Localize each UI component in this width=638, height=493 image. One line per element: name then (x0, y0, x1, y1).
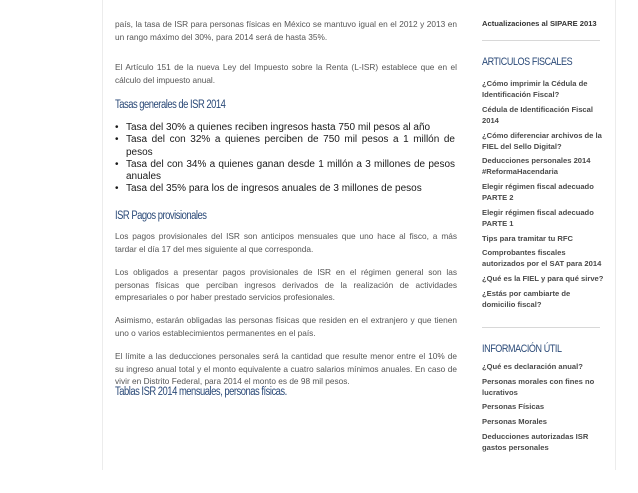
bullet-icon: • (115, 134, 119, 146)
sidebar-link[interactable]: Tips para tramitar tu RFC (482, 233, 574, 243)
sidebar-title-articulos: ARTICULOS FISCALES (482, 56, 573, 68)
sidebar-link[interactable]: Elegir régimen fiscal adecuado PARTE 2 (482, 182, 594, 203)
sidebar-link[interactable]: Personas morales con fines no lucrativos (482, 376, 595, 397)
list-item: • Tasa del con 32% a quienes perciben de 750 mil pesos a 1 millón de pesos (115, 134, 455, 158)
sidebar-top (476, 0, 604, 34)
sidebar-link-sipare[interactable]: Actualizaciones al SIPARE 2013 (482, 19, 597, 28)
page-footer-area (102, 470, 616, 493)
sidebar-link[interactable]: ¿Cómo diferenciar archivos de la FIEL del Sello Digital? (482, 130, 602, 151)
list-item: • Tasa del 35% para los de ingresos anuales de 3 millones de pesos (115, 183, 422, 195)
article-paragraph: Los pagos provisionales del ISR son anticipos mensuales que uno hace al fisco, a más tardar el día 17 del mes siguiente al que corresponda. (115, 231, 457, 254)
list-item: • Tasa del con 34% a quienes ganan desde 1 millón a 3 millones de pesos anuales (115, 158, 455, 183)
sidebar-link[interactable]: Cédula de Identificación Fiscal 2014 (482, 104, 593, 125)
articulos-list (482, 78, 604, 314)
article-paragraph: Los obligados a presentar pagos provisionales de ISR en el régimen general son las personas físicas que perciban ingresos derivados de la realización de actividades empresariales o por haber prestado servicios profesionales. (115, 267, 457, 302)
section-heading-tablas: Tablas ISR 2014 mensuales, personas físicas. (115, 386, 287, 398)
sidebar-link[interactable]: Personas Morales (482, 417, 547, 427)
divider (482, 40, 600, 41)
sidebar-link[interactable]: Deducciones autorizadas ISR gastos personales (482, 431, 589, 452)
bullet-icon: • (115, 183, 119, 195)
article-paragraph: país, la tasa de ISR para personas físicas en México se mantuvo igual en el 2012 y 2013 en un rango máximo del 30%, para 2014 será de hasta 35%. (115, 19, 457, 42)
article-paragraph: Asimismo, estarán obligadas las personas físicas que residen en el extranjero y que tienen uno o varios establecimientos permanentes en el país. (115, 315, 457, 338)
bullet-icon: • (115, 158, 119, 170)
sidebar-link[interactable]: ¿Qué es declaración anual? (482, 362, 583, 371)
bullet-icon: • (115, 122, 119, 133)
sidebar-link[interactable]: ¿Qué es la FIEL y para qué sirve? (482, 274, 604, 284)
sidebar-title-info: INFORMACIÓN ÚTIL (482, 343, 562, 355)
divider (482, 327, 600, 328)
section-heading-tasas: Tasas generales de ISR 2014 (115, 99, 226, 111)
sidebar-link[interactable]: Personas Físicas (482, 402, 545, 412)
article-paragraph: El límite a las deducciones personales será la cantidad que resulte menor entre el 10% de su ingreso anual total y el monto equivalente a cuatro salarios mínimos anuales. En caso de vivir en Distrito Federal, para 2014 el monto es de 98 mil pesos. (115, 351, 457, 386)
sidebar-link[interactable]: Elegir régimen fiscal adecuado PARTE 1 (482, 207, 594, 228)
sidebar-link[interactable]: Comprobantes fiscales autorizados por el SAT para 2014 (482, 248, 602, 269)
sidebar-link[interactable]: ¿Cómo imprimir la Cédula de Identificación Fiscal? (482, 79, 588, 100)
list-item: • Tasa del 30% a quienes reciben ingresos hasta 750 mil pesos al año (115, 122, 431, 133)
info-list (482, 361, 604, 457)
sidebar-link[interactable]: Deducciones personales 2014 #ReformaHacendaria (482, 156, 591, 177)
section-heading-pagos: ISR Pagos provisionales (115, 210, 207, 222)
article-paragraph: El Artículo 151 de la nueva Ley del Impuesto sobre la Renta (L-ISR) establece que en el cálculo del impuesto anual. (115, 62, 457, 85)
tax-rates-list (115, 122, 455, 196)
sidebar-link[interactable]: ¿Estás por cambiarte de domicilio fiscal? (482, 288, 571, 309)
